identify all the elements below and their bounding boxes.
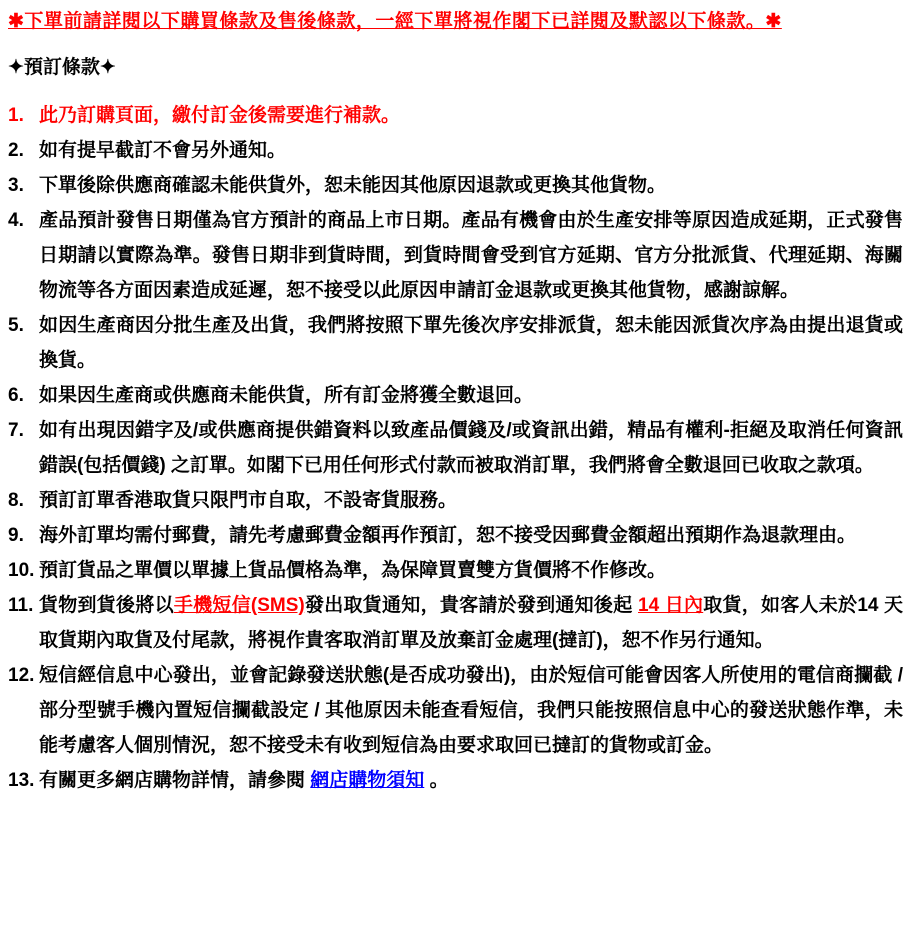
term-text <box>39 518 903 553</box>
term-segment: 發出取貨通知，貴客請於發到通知後起 <box>304 595 639 616</box>
term-text <box>39 133 903 168</box>
term-item-4 <box>8 203 903 308</box>
term-number: 6. <box>8 385 24 406</box>
term-item-7 <box>8 413 903 483</box>
term-number: 9. <box>8 525 24 546</box>
term-item-13 <box>8 763 903 798</box>
term-text <box>39 203 903 308</box>
term-text <box>39 553 903 588</box>
term-segment: 如因生產商因分批生產及出貨，我們將按照下單先後次序安排派貨，恕未能因派貨次序為由提出退貨或換貨。 <box>39 315 903 371</box>
term-text <box>39 168 903 203</box>
term-segment: 此乃訂購頁面，繳付訂金後需要進行補款。 <box>39 105 401 126</box>
store-shopping-notice-link[interactable]: 網店購物須知 <box>310 770 425 791</box>
term-segment: 預訂訂單香港取貨只限門市自取，不設寄貨服務。 <box>39 490 458 511</box>
term-segment: 。 <box>424 770 449 791</box>
term-item-9 <box>8 518 903 553</box>
term-number: 13. <box>8 770 35 791</box>
term-segment: 如果因生產商或供應商未能供貨，所有訂金將獲全數退回。 <box>39 385 534 406</box>
term-number: 8. <box>8 490 24 511</box>
term-text <box>39 308 903 378</box>
highlighted-term-text: 手機短信(SMS) <box>173 595 305 616</box>
term-number: 2. <box>8 140 24 161</box>
term-item-3 <box>8 168 903 203</box>
term-item-10 <box>8 553 903 588</box>
term-segment: 如有提早截訂不會另外通知。 <box>39 140 287 161</box>
term-number: 5. <box>8 315 24 336</box>
term-number: 1. <box>8 105 24 126</box>
term-item-6 <box>8 378 903 413</box>
term-item-12 <box>8 658 903 763</box>
term-segment: 有關更多網店購物詳情，請參閱 <box>39 770 311 791</box>
term-segment: 短信經信息中心發出，並會記錄發送狀態(是否成功發出)，由於短信可能會因客人所使用的電信商攔截 / 部分型號手機內置短信攔截設定 / 其他原因未能查看短信，我們只能按照信息中心的發送狀態作準，未能考慮客人個別情況，恕不接受未有收到短信為由要求取回已撻訂的貨物或訂金。 <box>39 665 903 756</box>
highlighted-term-text: 14 日內 <box>638 595 704 616</box>
term-number: 7. <box>8 420 24 441</box>
term-text <box>39 483 903 518</box>
term-item-8 <box>8 483 903 518</box>
term-number: 12. <box>8 665 35 686</box>
purchase-notice-header: ✱下單前請詳閱以下購買條款及售後條款，一經下單將視作閣下已詳閱及默認以下條款。✱ <box>8 11 782 32</box>
term-text <box>39 98 903 133</box>
term-text <box>39 378 903 413</box>
term-number: 10. <box>8 560 35 581</box>
term-segment: 如有出現因錯字及/或供應商提供錯資料以致產品價錢及/或資訊出錯，精品有權利-拒絕及取消任何資訊錯誤(包括價錢) 之訂單。如閣下已用任何形式付款而被取消訂單，我們將會全數退回已收取之款項。 <box>39 420 903 476</box>
term-item-2 <box>8 133 903 168</box>
term-segment: 下單後除供應商確認未能供貨外，恕未能因其他原因退款或更換其他貨物。 <box>39 175 667 196</box>
preorder-terms-title: ✦預訂條款✦ <box>8 57 116 78</box>
term-number: 4. <box>8 210 24 231</box>
term-number: 11. <box>8 595 34 616</box>
term-segment: 海外訂單均需付郵費，請先考慮郵費金額再作預訂，恕不接受因郵費金額超出預期作為退款理由。 <box>39 525 857 546</box>
term-segment: 產品預計發售日期僅為官方預計的商品上市日期。產品有機會由於生產安排等原因造成延期，正式發售日期請以實際為準。發售日期非到貨時間，到貨時間會受到官方延期、官方分批派貨、代理延期、海關物流等各方面因素造成延遲，恕不接受以此原因申請訂金退款或更換其他貨物，感謝諒解。 <box>39 210 903 301</box>
term-number: 3. <box>8 175 24 196</box>
term-item-5 <box>8 308 903 378</box>
term-item-11 <box>8 588 903 658</box>
terms-list <box>8 98 903 798</box>
term-item-1 <box>8 98 903 133</box>
term-text <box>39 658 903 763</box>
term-text <box>39 763 903 798</box>
term-text <box>39 413 903 483</box>
term-segment: 取貨，如客人未於14 天取貨期內取貨及付尾款，將視作貴客取消訂單及放棄訂金處理(撻訂)，恕不作另行通知。 <box>39 595 903 651</box>
term-segment: 預訂貨品之單價以單據上貨品價格為準，為保障買賣雙方貨價將不作修改。 <box>39 560 667 581</box>
term-segment: 貨物到貨後將以 <box>39 595 174 616</box>
term-text <box>39 588 903 658</box>
